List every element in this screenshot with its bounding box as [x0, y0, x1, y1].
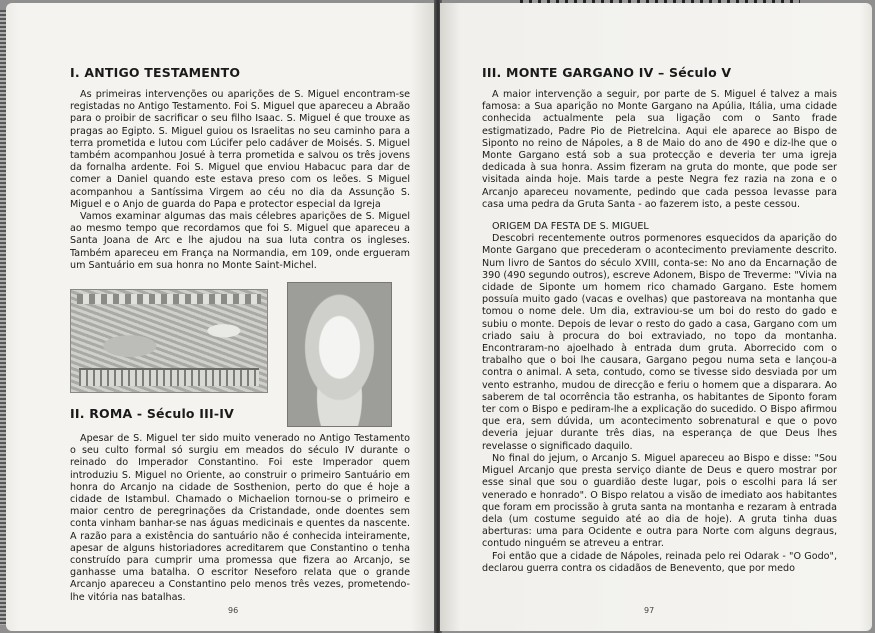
- page-number: 96: [228, 606, 239, 615]
- page-number: 97: [644, 606, 655, 615]
- heading-monte-gargano: III. MONTE GARGANO IV – Século V: [482, 65, 732, 80]
- heading-roma: II. ROMA - Século III-IV: [70, 406, 234, 421]
- right-page: [440, 3, 872, 631]
- subheading-origem: ORIGEM DA FESTA DE S. MIGUEL: [492, 221, 649, 233]
- image-railing-detail: [79, 368, 259, 386]
- paragraph: Apesar de S. Miguel ter sido muito venerado no Antigo Testamento o seu culto formal só surgiu em meados do século IV durante o reinado do Imperador Constantino. Foi este Imperador quem introduziu S. Miguel no Oriente, ao construir o primeiro Santuário em honra do Arcanjo na cidade de Sosthenion, perto do que é hoje a cidade de Istambul. Chamado o Michaelion tornou-se o primeiro e maior centro de peregrinações da Cristandade, onde doentes sem conta vinham banhar-se nas águas medicinais e quentes da nascente. A razão para a existência do santuário não é conhecida inteiramente, apesar de alguns historiadores acreditarem que Constantino o tenha construído para cumprir uma promessa que fizera ao Arcanjo, se ganhasse uma batalha. O escritor Neseforo relata que o grande Arcanjo apareceu a Constantino pelo menos três vezes, prometendo-lhe vitória nas batalhas.: [70, 433, 410, 603]
- paragraph: Foi então que a cidade de Nápoles, reinada pelo rei Odarak - "O Godo", declarou guerra contra os cidadãos de Benevento, que por medo: [482, 550, 837, 574]
- spacer: [482, 211, 837, 221]
- heading-antigo-testamento: I. ANTIGO TESTAMENTO: [70, 65, 241, 80]
- stone-carving-image: [287, 282, 392, 427]
- paragraph: No final do jejum, o Arcanjo S. Miguel apareceu ao Bispo e disse: "Sou Miguel Arcanjo que presta serviço diante de Deus e quero mostrar por esse sinal que sou o guardião deste lugar, pois o escolhi para lá ser venerado e honrado". O Bispo relatou a visão de imediato aos habitantes que foram em procissão à gruta santa na montanha e rezaram à entrada dela (um costume seguido até ao dia de hoje). A gruta tinha duas aberturas: uma para Ocidente e outra para Norte com alguns degraus, contudo ninguém se atreveu a entrar.: [482, 452, 837, 550]
- image-arch-detail: [77, 294, 261, 304]
- paragraph: As primeiras intervenções ou aparições de S. Miguel encontram-se registadas no Antigo Testamento. Foi S. Miguel que apareceu a Abraão para o proibir de sacrificar o seu filho Isaac. S. Miguel é que trouxe as pragas ao Egipto. S. Miguel guiou os Israelitas no seu caminho para a terra prometida e lutou com Lúcifer pelo cadáver de Moisés. S. Miguel também acompanhou Josué à terra prometida e salvou os três jovens da fornalha ardente. Foi S. Miguel que enviou Habacuc para dar de comer a Daniel quando este estava preso com os leões. S Miguel acompanhou a Santíssima Virgem ao céu no dia da Assunção S. Miguel e o Anjo de guarda do Papa e protector especial da Igreja: [70, 89, 410, 210]
- paragraph: Vamos examinar algumas das mais célebres aparições de S. Miguel ao mesmo tempo que recordamos que foi S. Miguel que apareceu a Santa Joana de Arc e lhe ajudou na sua luta contra os ingleses. Também apareceu em França na Normandia, em 109, onde ergueram um Santuário em sua honra no Monte Saint-Michel.: [70, 211, 410, 271]
- paragraph: A maior intervenção a seguir, por parte de S. Miguel é talvez a mais famosa: a Sua aparição no Monte Gargano na Apúlia, Itália, uma cidade conhecida actualmente pela sua ligação com o Santo frade estigmatizado, Padre Pio de Pietrelcina. Aqui ele aparece ao Bispo de Siponto no reino de Nápoles, a 8 de Maio do ano de 490 e diz-lhe que o Monte Gargano está sob a sua protecção e deveria ter uma igreja dedicada à sua honra. Assim fizeram na gruta do monte, que pode ser visitada ainda hoje. Mais tarde a peste Negra fez razia na zona e o Arcanjo apareceu novamente, pedindo que cada pessoa levasse para casa uma pedra da Gruta Santa - ao fazerem isto, a peste cessou.: [482, 89, 837, 210]
- paragraph: Descobri recentemente outros pormenores esquecidos da aparição do Monte Gargano que precederam o acontecimento previamente descrito. Num livro de Santos do século XVIII, conta-se: No ano da Encarnação de 390 (490 segundo outros), escreve Adonem, Bispo de Treverme: "Vivia na cidade de Siponte um homem rico chamado Gargano. Este homem possuía muito gado (vacas e ovelhas) que pastoreava na montanha que tomou o nome dele. Um dia, extraviou-se um boi do resto do gado e subiu o monte. Depois de levar o resto do gado a casa, Gargano com um criado saiu à procura do boi extraviado, no topo da montanha. Encontraram-no ajoelhado à entrada dum gruta. Aborrecido com o trabalho que o boi lhe causara, Gargano pegou numa seta e lançou-a contra o animal. A seta, contudo, como se tivesse sido desviada por um vento estranho, mudou de direcção e feriu o homem que a disparara. Ao saberem de tal ocorrência tão estranha, os habitantes de Siponto foram ter com o Bispo e pediram-lhe a explicação do sucedido. O Bispo afirmou que era, sem dúvida, um acontecimento sobrenatural e que o povo deveria jejuar durante três dias, na esperança de que Deus lhes revelasse o significado daquilo.: [482, 233, 837, 452]
- left-page: [6, 3, 436, 631]
- relief-sculpture-image: [70, 289, 268, 393]
- left-text-bottom: [70, 433, 410, 604]
- right-text: [482, 89, 837, 575]
- left-text-top: [70, 89, 410, 272]
